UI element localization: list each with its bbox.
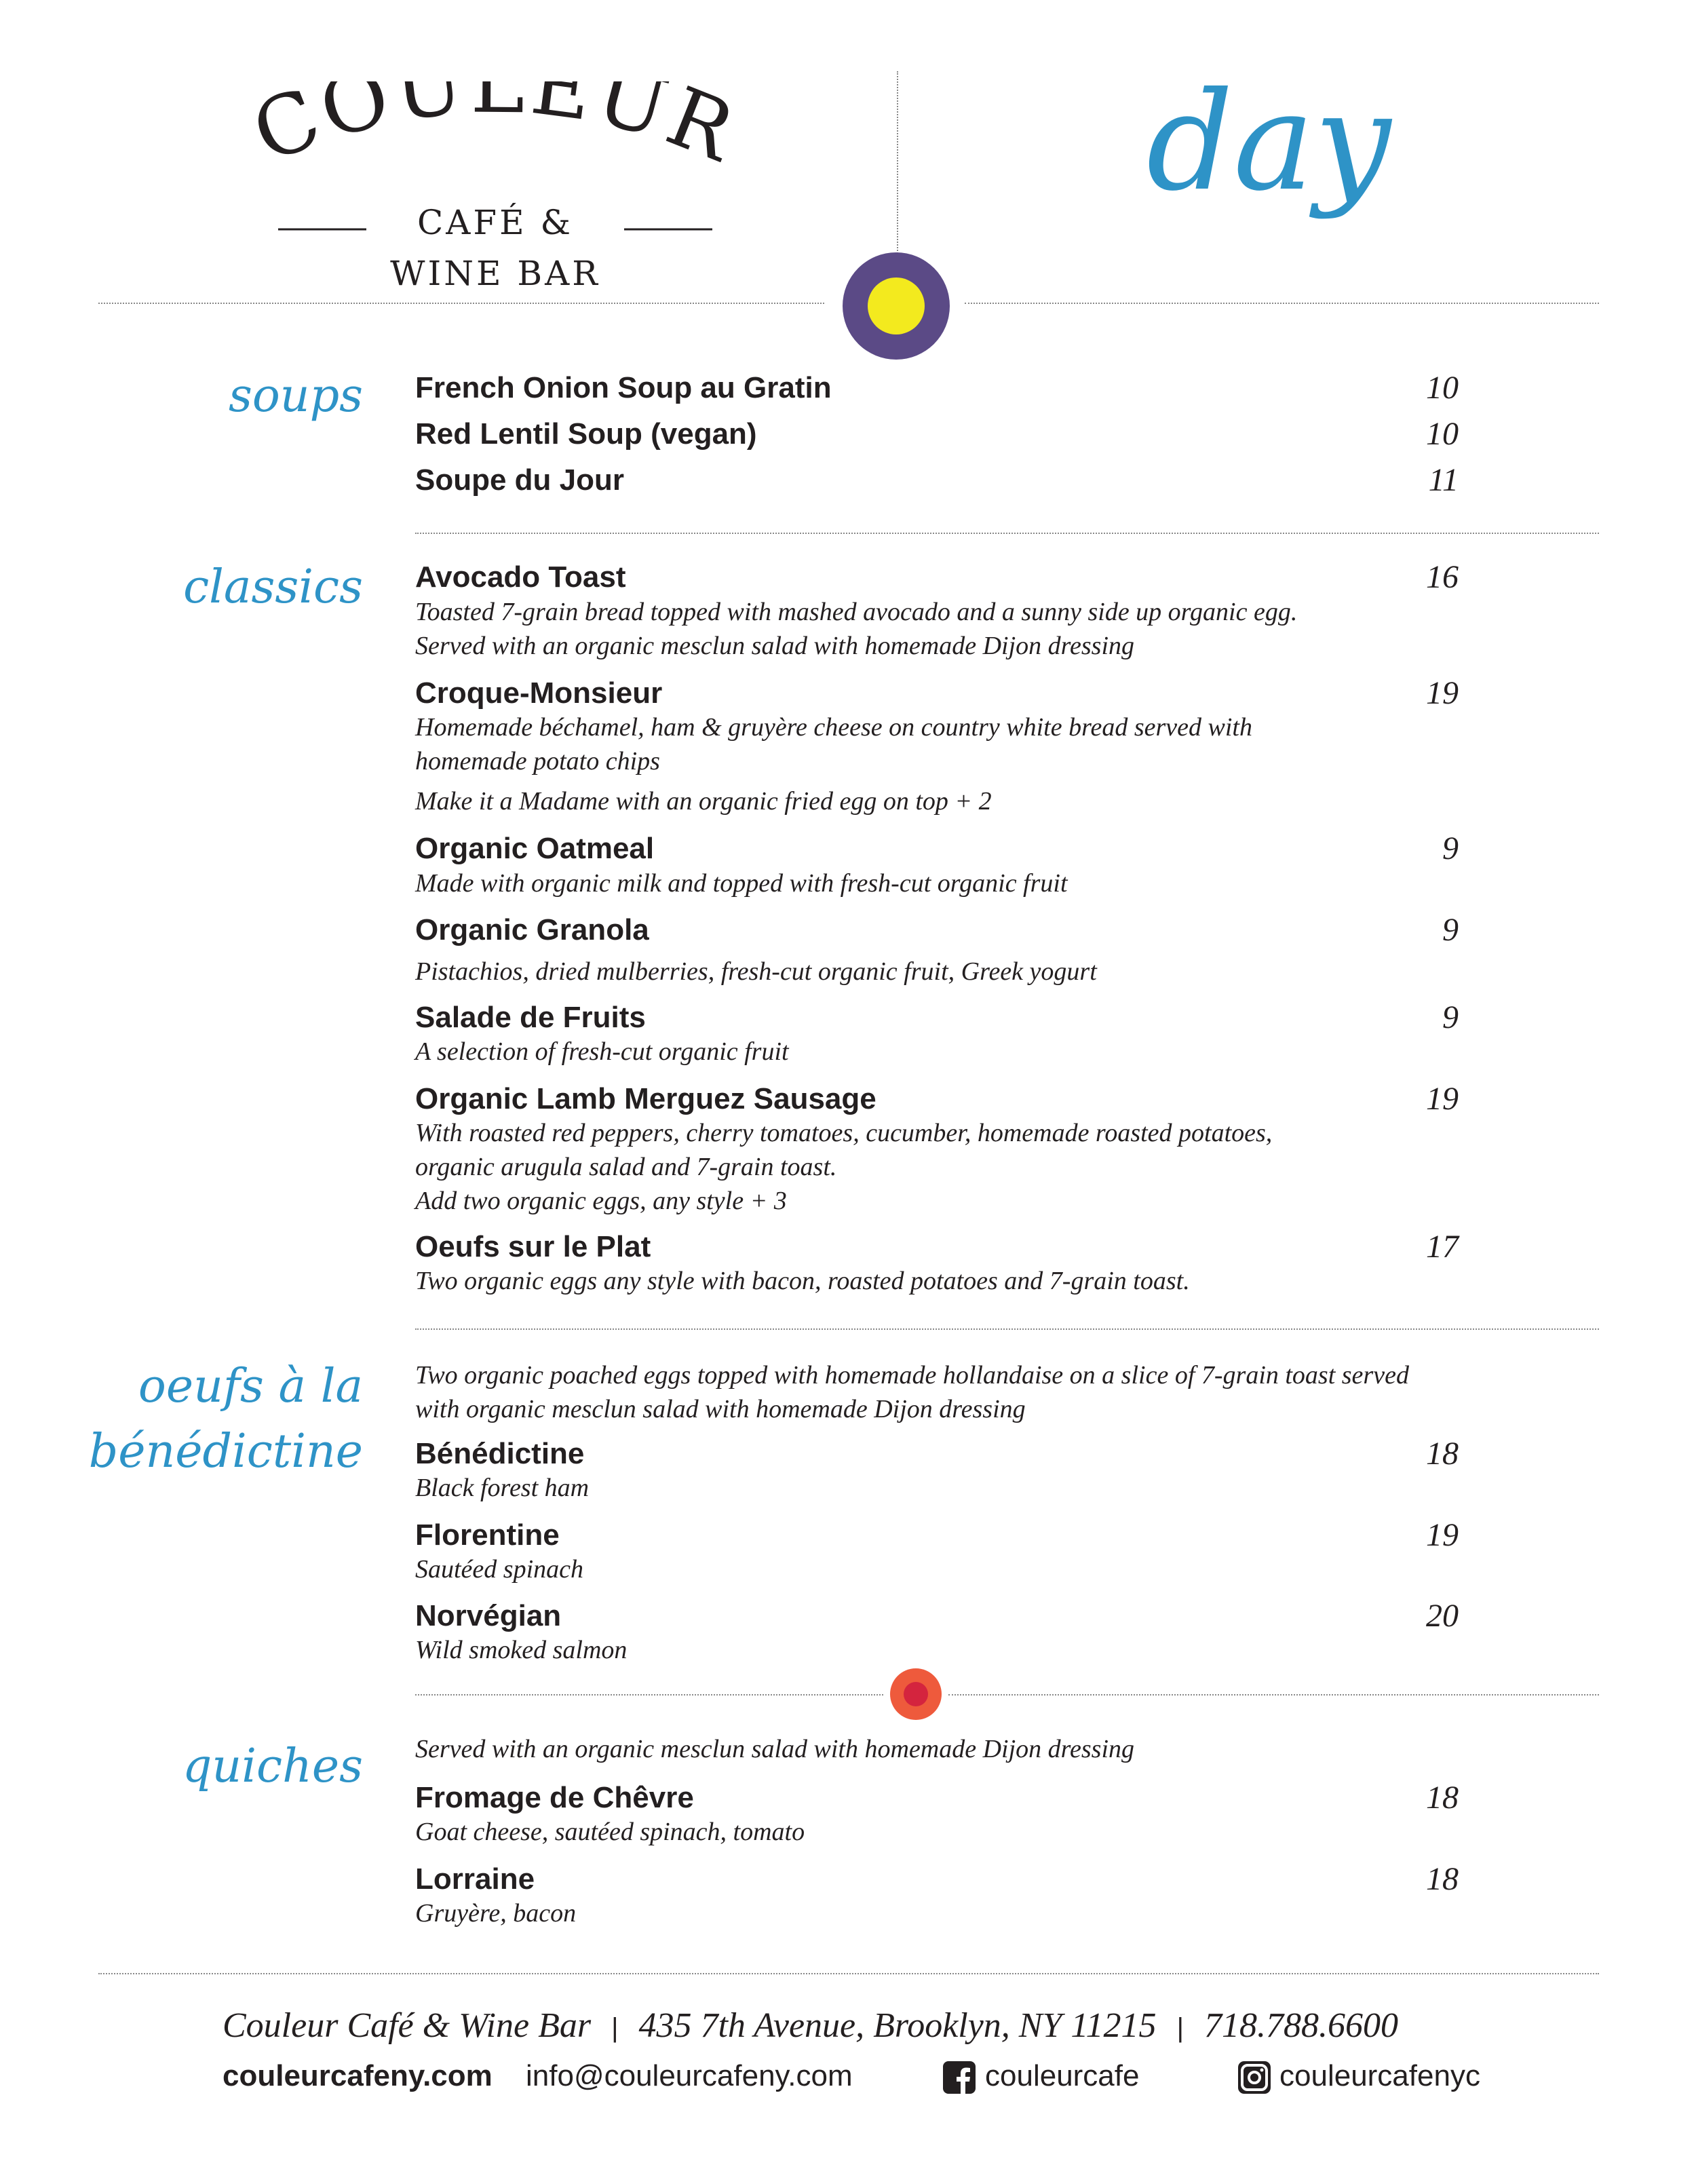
logo-sub2: WINE BAR [390,254,600,293]
menu-item-price: 18 [1426,1436,1459,1472]
menu-item-price: 11 [1428,462,1459,498]
purple-circle-ornament [841,251,951,361]
menu-item-name: Florentine [415,1518,560,1552]
instagram-icon[interactable] [1238,2061,1271,2094]
menu-item-name: Organic Lamb Merguez Sausage [415,1082,876,1115]
menu-item-name: Organic Oatmeal [415,832,655,865]
menu-item-name: Soupe du Jour [415,463,624,497]
menu-item-desc: Gruyère, bacon [415,1899,577,1928]
section-rule-right [948,1694,1599,1696]
header-divider [897,71,898,275]
menu-item-name: French Onion Soup au Gratin [415,371,832,404]
menu-item-name: Lorraine [415,1862,535,1896]
menu-item-name: Fromage de Chêvre [415,1781,694,1814]
menu-item-desc: Served with an organic mesclun salad with homemade Dijon dressing [415,632,1135,660]
menu-item-price: 9 [1442,999,1459,1035]
section-rule [415,533,1599,534]
orange-circle-ornament [889,1667,943,1721]
menu-item-price: 9 [1442,912,1459,948]
section-intro: with organic mesclun salad with homemade Dijon dressing [415,1395,1026,1423]
menu-item-desc: Goat cheese, sautéed spinach, tomato [415,1818,805,1846]
footer-separator: | [1176,2013,1184,2043]
menu-title: day [1146,63,1391,221]
footer-address: 435 7th Avenue, Brooklyn, NY 11215 [638,2006,1157,2045]
logo-sub1: CAFÉ & [417,203,573,242]
menu-item-price: 20 [1426,1598,1459,1634]
menu-item-name: Red Lentil Soup (vegan) [415,417,757,451]
footer-facebook[interactable]: couleurcafe [985,2059,1140,2092]
section-rule-left [415,1694,883,1696]
logo-name: COULEUR [240,81,750,182]
menu-item-desc: Pistachios, dried mulberries, fresh-cut organic fruit, Greek yogurt [415,957,1097,986]
footer-website[interactable]: couleurcafeny.com [223,2059,493,2092]
header-rule-right [965,303,1599,304]
section-intro: Two organic poached eggs topped with homemade hollandaise on a slice of 7-grain toast served [415,1361,1409,1390]
header-rule-left [98,303,824,304]
facebook-icon[interactable] [943,2061,976,2094]
menu-item-desc: Toasted 7-grain bread topped with mashed avocado and a sunny side up organic egg. [415,598,1298,626]
footer-email[interactable]: info@couleurcafeny.com [526,2059,853,2092]
menu-item-desc: Wild smoked salmon [415,1636,628,1664]
menu-item-price: 19 [1426,1081,1459,1117]
menu-item-desc: Add two organic eggs, any style + 3 [415,1187,787,1215]
menu-item-price: 19 [1426,1517,1459,1553]
menu-item-price: 19 [1426,675,1459,711]
category-classics: classics [183,560,363,614]
footer-separator: | [611,2013,619,2043]
menu-item-name: Bénédictine [415,1437,585,1470]
category-soups: soups [228,369,363,423]
menu-item-desc: Two organic eggs any style with bacon, roasted potatoes and 7-grain toast. [415,1267,1190,1295]
menu-item-desc: Sautéed spinach [415,1555,584,1584]
footer-instagram[interactable]: couleurcafenyc [1279,2059,1480,2092]
menu-item-desc: With roasted red peppers, cherry tomatoes, cucumber, homemade roasted potatoes, [415,1119,1273,1147]
footer-contact-line [223,2001,1484,2050]
menu-item-name: Organic Granola [415,913,649,946]
menu-item-desc: Make it a Madame with an organic fried egg on top + 2 [415,787,992,816]
menu-item-name: Oeufs sur le Plat [415,1230,651,1263]
menu-item-price: 18 [1426,1780,1459,1816]
menu-item-name: Norvégian [415,1599,562,1632]
couleur-logo [204,81,787,299]
category-benedictine-line2: bénédictine [88,1425,363,1478]
menu-item-desc: A selection of fresh-cut organic fruit [415,1037,789,1066]
footer-phone: 718.788.6600 [1203,2006,1398,2045]
menu-item-desc: Homemade béchamel, ham & gruyère cheese on country white bread served with [415,713,1252,742]
menu-item-name: Avocado Toast [415,560,626,594]
menu-item-price: 16 [1426,559,1459,595]
menu-item-name: Salade de Fruits [415,1001,646,1034]
menu-item-price: 17 [1426,1229,1459,1265]
category-benedictine-line1: oeufs à la [138,1360,363,1413]
menu-item-name: Croque-Monsieur [415,676,663,710]
section-rule [415,1328,1599,1330]
menu-item-price: 9 [1442,830,1459,866]
menu-item-desc: homemade potato chips [415,747,660,775]
menu-item-price: 10 [1426,416,1459,452]
footer-rule [98,1973,1599,1974]
menu-item-price: 18 [1426,1861,1459,1897]
section-intro: Served with an organic mesclun salad with homemade Dijon dressing [415,1735,1135,1763]
menu-item-desc: organic arugula salad and 7-grain toast. [415,1153,837,1181]
menu-item-desc: Made with organic milk and topped with fresh-cut organic fruit [415,869,1068,898]
menu-item-price: 10 [1426,370,1459,406]
menu-item-desc: Black forest ham [415,1474,590,1502]
logo-graphic [204,81,787,299]
category-quiches: quiches [182,1740,363,1793]
footer-venue: Couleur Café & Wine Bar [223,2006,592,2045]
